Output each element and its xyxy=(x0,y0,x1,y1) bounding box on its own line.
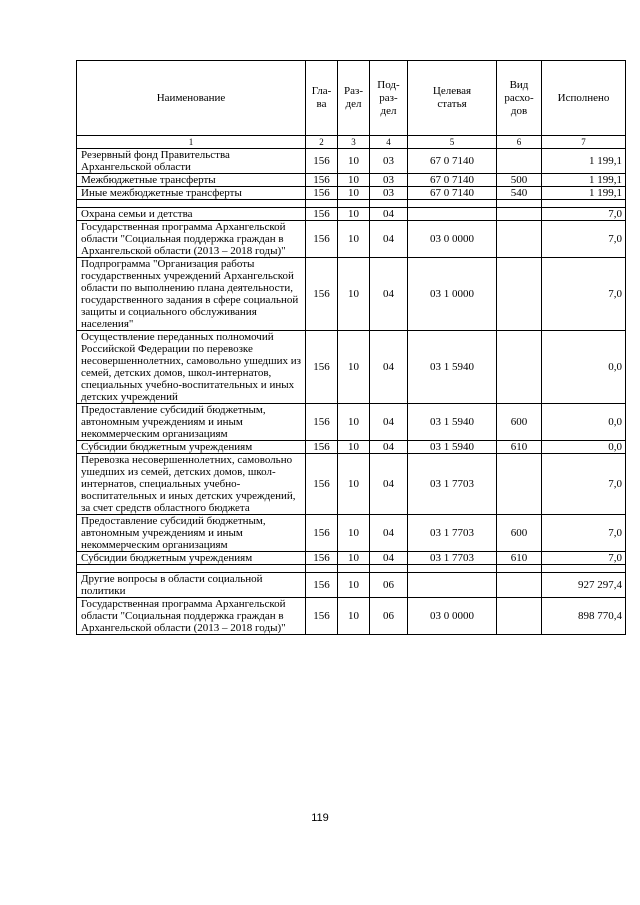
cell-glava: 156 xyxy=(306,552,338,565)
cell-razdel: 10 xyxy=(338,258,370,331)
cell-type xyxy=(497,598,542,635)
cell-done: 0,0 xyxy=(542,441,626,454)
cell-podrazdel: 04 xyxy=(370,515,408,552)
cell-done: 7,0 xyxy=(542,552,626,565)
cell-article: 67 0 7140 xyxy=(408,149,497,174)
header-name: Наименование xyxy=(77,61,306,136)
column-number: 6 xyxy=(497,136,542,149)
cell-type: 600 xyxy=(497,515,542,552)
cell-podrazdel: 04 xyxy=(370,454,408,515)
cell-done: 898 770,4 xyxy=(542,598,626,635)
cell-glava: 156 xyxy=(306,573,338,598)
cell-type xyxy=(497,573,542,598)
table-row xyxy=(77,174,626,187)
cell-type: 610 xyxy=(497,441,542,454)
empty-cell xyxy=(497,200,542,208)
cell-type xyxy=(497,149,542,174)
cell-glava: 156 xyxy=(306,208,338,221)
cell-razdel: 10 xyxy=(338,573,370,598)
spacer-row xyxy=(77,200,626,208)
cell-razdel: 10 xyxy=(338,331,370,404)
cell-razdel: 10 xyxy=(338,552,370,565)
cell-razdel: 10 xyxy=(338,149,370,174)
cell-done: 0,0 xyxy=(542,331,626,404)
cell-name: Подпрограмма "Организация работы государственных учреждений Архангельской области по выполнению плана деятельности, государственного задания в сфере социальной защиты и социального обслуживания населения" xyxy=(77,258,306,331)
column-number: 4 xyxy=(370,136,408,149)
empty-cell xyxy=(77,200,306,208)
table-row xyxy=(77,187,626,200)
cell-glava: 156 xyxy=(306,221,338,258)
spacer-row xyxy=(77,565,626,573)
cell-article: 03 1 5940 xyxy=(408,441,497,454)
cell-article xyxy=(408,208,497,221)
table-row xyxy=(77,441,626,454)
empty-cell xyxy=(370,565,408,573)
cell-glava: 156 xyxy=(306,258,338,331)
cell-podrazdel: 03 xyxy=(370,187,408,200)
empty-cell xyxy=(370,200,408,208)
cell-article: 03 1 5940 xyxy=(408,404,497,441)
cell-article: 67 0 7140 xyxy=(408,187,497,200)
cell-article: 03 0 0000 xyxy=(408,598,497,635)
empty-cell xyxy=(408,200,497,208)
cell-type: 610 xyxy=(497,552,542,565)
cell-razdel: 10 xyxy=(338,174,370,187)
cell-podrazdel: 04 xyxy=(370,331,408,404)
cell-razdel: 10 xyxy=(338,221,370,258)
cell-type: 600 xyxy=(497,404,542,441)
cell-type xyxy=(497,331,542,404)
cell-podrazdel: 03 xyxy=(370,149,408,174)
cell-glava: 156 xyxy=(306,515,338,552)
cell-article: 03 1 7703 xyxy=(408,552,497,565)
empty-cell xyxy=(497,565,542,573)
cell-done: 1 199,1 xyxy=(542,174,626,187)
cell-name: Другие вопросы в области социальной политики xyxy=(77,573,306,598)
cell-done: 7,0 xyxy=(542,221,626,258)
cell-done: 7,0 xyxy=(542,208,626,221)
table-body xyxy=(77,149,626,635)
header-glava: Гла- ва xyxy=(306,61,338,136)
table-row xyxy=(77,331,626,404)
empty-cell xyxy=(542,200,626,208)
cell-razdel: 10 xyxy=(338,187,370,200)
cell-razdel: 10 xyxy=(338,404,370,441)
cell-name: Резервный фонд Правительства Архангельской области xyxy=(77,149,306,174)
empty-cell xyxy=(77,565,306,573)
column-number: 5 xyxy=(408,136,497,149)
cell-done: 7,0 xyxy=(542,258,626,331)
cell-glava: 156 xyxy=(306,331,338,404)
cell-name: Субсидии бюджетным учреждениям xyxy=(77,441,306,454)
cell-razdel: 10 xyxy=(338,208,370,221)
cell-name: Иные межбюджетные трансферты xyxy=(77,187,306,200)
budget-table xyxy=(76,60,626,635)
column-number: 7 xyxy=(542,136,626,149)
cell-name: Субсидии бюджетным учреждениям xyxy=(77,552,306,565)
cell-type xyxy=(497,221,542,258)
table-row xyxy=(77,598,626,635)
cell-razdel: 10 xyxy=(338,598,370,635)
cell-article: 67 0 7140 xyxy=(408,174,497,187)
cell-article: 03 0 0000 xyxy=(408,221,497,258)
table-row xyxy=(77,208,626,221)
cell-done: 7,0 xyxy=(542,515,626,552)
cell-done: 0,0 xyxy=(542,404,626,441)
cell-name: Предоставление субсидий бюджетным, автономным учреждениям и иным некоммерческим организациям xyxy=(77,404,306,441)
cell-podrazdel: 06 xyxy=(370,573,408,598)
cell-article: 03 1 5940 xyxy=(408,331,497,404)
cell-podrazdel: 04 xyxy=(370,441,408,454)
cell-podrazdel: 06 xyxy=(370,598,408,635)
cell-type: 540 xyxy=(497,187,542,200)
cell-podrazdel: 04 xyxy=(370,552,408,565)
cell-glava: 156 xyxy=(306,404,338,441)
cell-glava: 156 xyxy=(306,441,338,454)
cell-name: Государственная программа Архангельской области "Социальная поддержка граждан в Архангельской области (2013 – 2018 годы)" xyxy=(77,221,306,258)
cell-article: 03 1 7703 xyxy=(408,454,497,515)
cell-done: 927 297,4 xyxy=(542,573,626,598)
table-row xyxy=(77,552,626,565)
cell-glava: 156 xyxy=(306,598,338,635)
column-number-row xyxy=(77,136,626,149)
empty-cell xyxy=(338,200,370,208)
cell-podrazdel: 04 xyxy=(370,404,408,441)
cell-glava: 156 xyxy=(306,187,338,200)
cell-podrazdel: 04 xyxy=(370,221,408,258)
cell-name: Государственная программа Архангельской области "Социальная поддержка граждан в Архангельской области (2013 – 2018 годы)" xyxy=(77,598,306,635)
cell-article: 03 1 0000 xyxy=(408,258,497,331)
table-row xyxy=(77,404,626,441)
column-number: 1 xyxy=(77,136,306,149)
table-row xyxy=(77,573,626,598)
cell-type: 500 xyxy=(497,174,542,187)
table-row xyxy=(77,258,626,331)
header-target-article: Целевая статья xyxy=(408,61,497,136)
cell-podrazdel: 04 xyxy=(370,258,408,331)
header-executed: Исполнено xyxy=(542,61,626,136)
page-number: 119 xyxy=(311,812,329,824)
cell-razdel: 10 xyxy=(338,441,370,454)
table-row xyxy=(77,221,626,258)
cell-article: 03 1 7703 xyxy=(408,515,497,552)
table-row xyxy=(77,454,626,515)
header-razdel: Раз- дел xyxy=(338,61,370,136)
table-row xyxy=(77,149,626,174)
cell-article xyxy=(408,573,497,598)
empty-cell xyxy=(306,200,338,208)
header-expense-type: Вид расхо- дов xyxy=(497,61,542,136)
header-podrazdel: Под- раз- дел xyxy=(370,61,408,136)
cell-done: 7,0 xyxy=(542,454,626,515)
cell-name: Перевозка несовершеннолетних, самовольно ушедших из семей, детских домов, школ-интернатов, специальных учебно-воспитательных и иных детских учреждений, за счет средств областного бюджета xyxy=(77,454,306,515)
column-number: 3 xyxy=(338,136,370,149)
cell-type xyxy=(497,208,542,221)
cell-name: Межбюджетные трансферты xyxy=(77,174,306,187)
empty-cell xyxy=(338,565,370,573)
table-row xyxy=(77,515,626,552)
cell-glava: 156 xyxy=(306,454,338,515)
cell-done: 1 199,1 xyxy=(542,149,626,174)
cell-type xyxy=(497,454,542,515)
column-number: 2 xyxy=(306,136,338,149)
empty-cell xyxy=(542,565,626,573)
cell-name: Охрана семьи и детства xyxy=(77,208,306,221)
cell-glava: 156 xyxy=(306,174,338,187)
cell-razdel: 10 xyxy=(338,515,370,552)
empty-cell xyxy=(306,565,338,573)
cell-glava: 156 xyxy=(306,149,338,174)
empty-cell xyxy=(408,565,497,573)
cell-podrazdel: 04 xyxy=(370,208,408,221)
cell-name: Предоставление субсидий бюджетным, автономным учреждениям и иным некоммерческим организациям xyxy=(77,515,306,552)
cell-razdel: 10 xyxy=(338,454,370,515)
cell-type xyxy=(497,258,542,331)
cell-name: Осуществление переданных полномочий Российской Федерации по перевозке несовершеннолетних, самовольно ушедших из семей, детских домов, школ-интернатов, специальных учебно-воспитательных и иных детских учреждений xyxy=(77,331,306,404)
cell-podrazdel: 03 xyxy=(370,174,408,187)
cell-done: 1 199,1 xyxy=(542,187,626,200)
